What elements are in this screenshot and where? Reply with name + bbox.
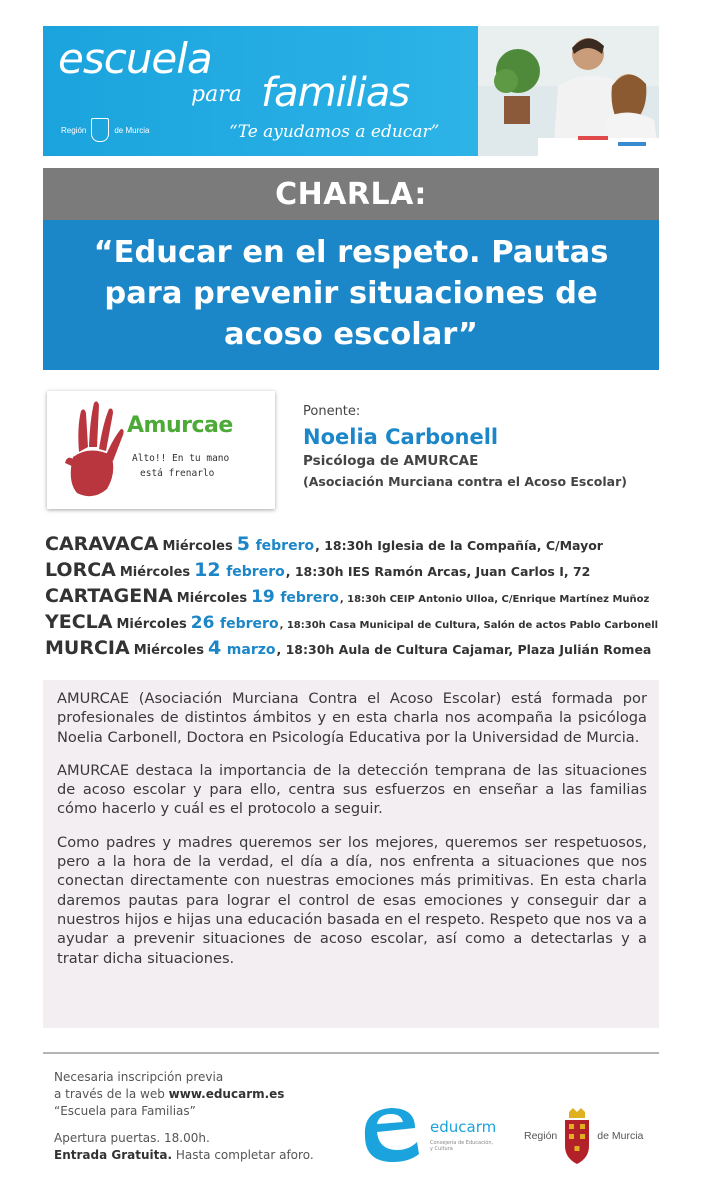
talk-title: [43, 220, 659, 370]
coat-of-arms-icon: [563, 1108, 591, 1164]
session-details: , 18:30h Iglesia de la Compañía, C/Mayor: [315, 538, 603, 553]
session-city: CARTAGENA: [45, 585, 173, 607]
speaker-info: [303, 404, 627, 489]
speaker-label: Ponente:: [303, 404, 361, 419]
talk-title-line-3: acoso escolar”: [224, 317, 478, 352]
speaker-association: (Asociación Murciana contra el Acoso Escolar): [303, 474, 627, 489]
description-paragraph: Como padres y madres queremos ser los mejores, queremos ser respetuosos, pero a la hora de la verdad, el día a día, nos enfrenta a situaciones que nos conectan directamente con nuestras emociones más primitivas. En esta charla daremos pautas para lograr el control de esas emociones y conseguir dar a nuestros hijos e hijas una educación basada en el respeto. Respeto que nos va a ayudar a prevenir situaciones de acoso escolar, así como a detectarlas y a tratar dicha situaciones.: [57, 833, 647, 967]
session-city: LORCA: [45, 559, 116, 581]
region-murcia-footer-logo: [524, 1108, 643, 1164]
session-day: Miércoles: [116, 617, 187, 632]
session-date-number: 12: [194, 559, 221, 581]
speaker-name: Noelia Carbonell: [303, 425, 499, 449]
amurcae-tagline-2: está frenarlo: [140, 468, 215, 479]
registration-line-1: Necesaria inscripción previa: [54, 1070, 224, 1084]
session-city: CARAVACA: [45, 533, 159, 555]
session-day: Miércoles: [133, 643, 204, 658]
banner-slogan: “Te ayudamos a educar”: [229, 122, 440, 142]
description-box: [43, 680, 659, 1028]
region-footer-label-right: de Murcia: [597, 1130, 644, 1142]
region-label-right: de Murcia: [114, 125, 150, 135]
session-date-number: 19: [251, 587, 275, 607]
header-banner: [43, 26, 659, 156]
educarm-subtitle-1: Consejería de Educación,: [430, 1140, 494, 1146]
session-details: , 18:30h IES Ramón Arcas, Juan Carlos I, 72: [285, 564, 591, 579]
session-row: [45, 559, 665, 585]
educarm-subtitle: [430, 1140, 493, 1152]
session-row: [45, 637, 665, 663]
session-row: [45, 611, 665, 637]
talk-title-line-2: para prevenir situaciones de: [104, 276, 598, 311]
session-row: [45, 533, 665, 559]
session-date: [191, 613, 279, 633]
session-date-number: 4: [207, 637, 222, 659]
registration-line-3: “Escuela para Familias”: [54, 1104, 196, 1118]
description-paragraph: AMURCAE (Asociación Murciana Contra el Acoso Escolar) está formada por profesionales de distintos ámbitos y en esta charla nos acompaña la psicóloga Noelia Carbonell, Doctora en Psicología Educativa por la Universidad de Murcia.: [57, 690, 647, 746]
banner-title-escuela: escuela: [58, 34, 212, 83]
talk-title-line-1: “Educar en el respeto. Pautas: [93, 235, 609, 270]
session-details: , 18:30h CEIP Antonio Ulloa, C/Enrique Martínez Muñoz: [339, 594, 650, 605]
region-label-left: Región: [61, 125, 87, 135]
description-paragraph: AMURCAE destaca la importancia de la detección temprana de las situaciones de acoso escolar y para ello, centra sus esfuerzos en enseñar a las familias cómo hacerlo y cuál es el protocolo a seguir.: [57, 761, 647, 818]
registration-prefix: a través de la web: [54, 1087, 169, 1101]
session-day: Miércoles: [162, 539, 233, 554]
educarm-subtitle-2: y Cultura: [430, 1146, 453, 1152]
footer-divider: [43, 1052, 659, 1054]
banner-title-familias: familias: [261, 70, 410, 116]
red-hand-icon: [59, 397, 129, 502]
session-row: [45, 585, 665, 611]
session-month: febrero: [280, 590, 339, 606]
speaker-role: Psicóloga de AMURCAE: [303, 453, 479, 469]
educarm-wordmark: educarm: [430, 1118, 497, 1136]
entry-free: Entrada Gratuita.: [54, 1148, 173, 1162]
session-day: Miércoles: [176, 591, 248, 606]
region-footer-label-left: Región: [524, 1130, 558, 1142]
entry-capacity: Hasta completar aforo.: [172, 1148, 314, 1162]
session-schedule: [45, 533, 665, 663]
coat-of-arms-icon: [91, 118, 109, 142]
charla-heading: CHARLA:: [43, 168, 659, 220]
session-date-number: 5: [236, 533, 250, 555]
educarm-e-icon: [357, 1102, 423, 1164]
session-date: [208, 637, 276, 659]
session-date: [237, 533, 314, 555]
session-details: , 18:30h Aula de Cultura Cajamar, Plaza Julián Romea: [276, 642, 652, 657]
banner-title-para: para: [191, 82, 242, 107]
entry-info: [54, 1147, 314, 1164]
session-date: [194, 559, 285, 581]
educarm-logo: [357, 1102, 537, 1164]
educarm-web-link[interactable]: www.educarm.es: [168, 1087, 285, 1101]
session-date: [251, 587, 339, 607]
registration-line-2: [54, 1086, 314, 1103]
session-month: febrero: [220, 616, 279, 632]
amurcae-logo-card: [47, 391, 275, 509]
doors-opening: Apertura puertas. 18.00h.: [54, 1131, 210, 1145]
amurcae-wordmark: Amurcae: [127, 413, 233, 438]
amurcae-tagline: [132, 451, 229, 481]
amurcae-tagline-1: Alto!! En tu mano: [132, 453, 230, 464]
session-month: marzo: [226, 642, 276, 658]
session-details: , 18:30h Casa Municipal de Cultura, Salón de actos Pablo Carbonell: [279, 620, 659, 631]
session-city: MURCIA: [45, 637, 130, 659]
family-photo: [478, 26, 659, 156]
registration-info: [54, 1069, 314, 1164]
session-month: febrero: [226, 564, 285, 580]
session-month: febrero: [255, 538, 315, 554]
region-murcia-logo: [61, 118, 149, 142]
session-date-number: 26: [190, 613, 215, 633]
session-city: YECLA: [45, 611, 113, 633]
session-day: Miércoles: [119, 565, 191, 580]
